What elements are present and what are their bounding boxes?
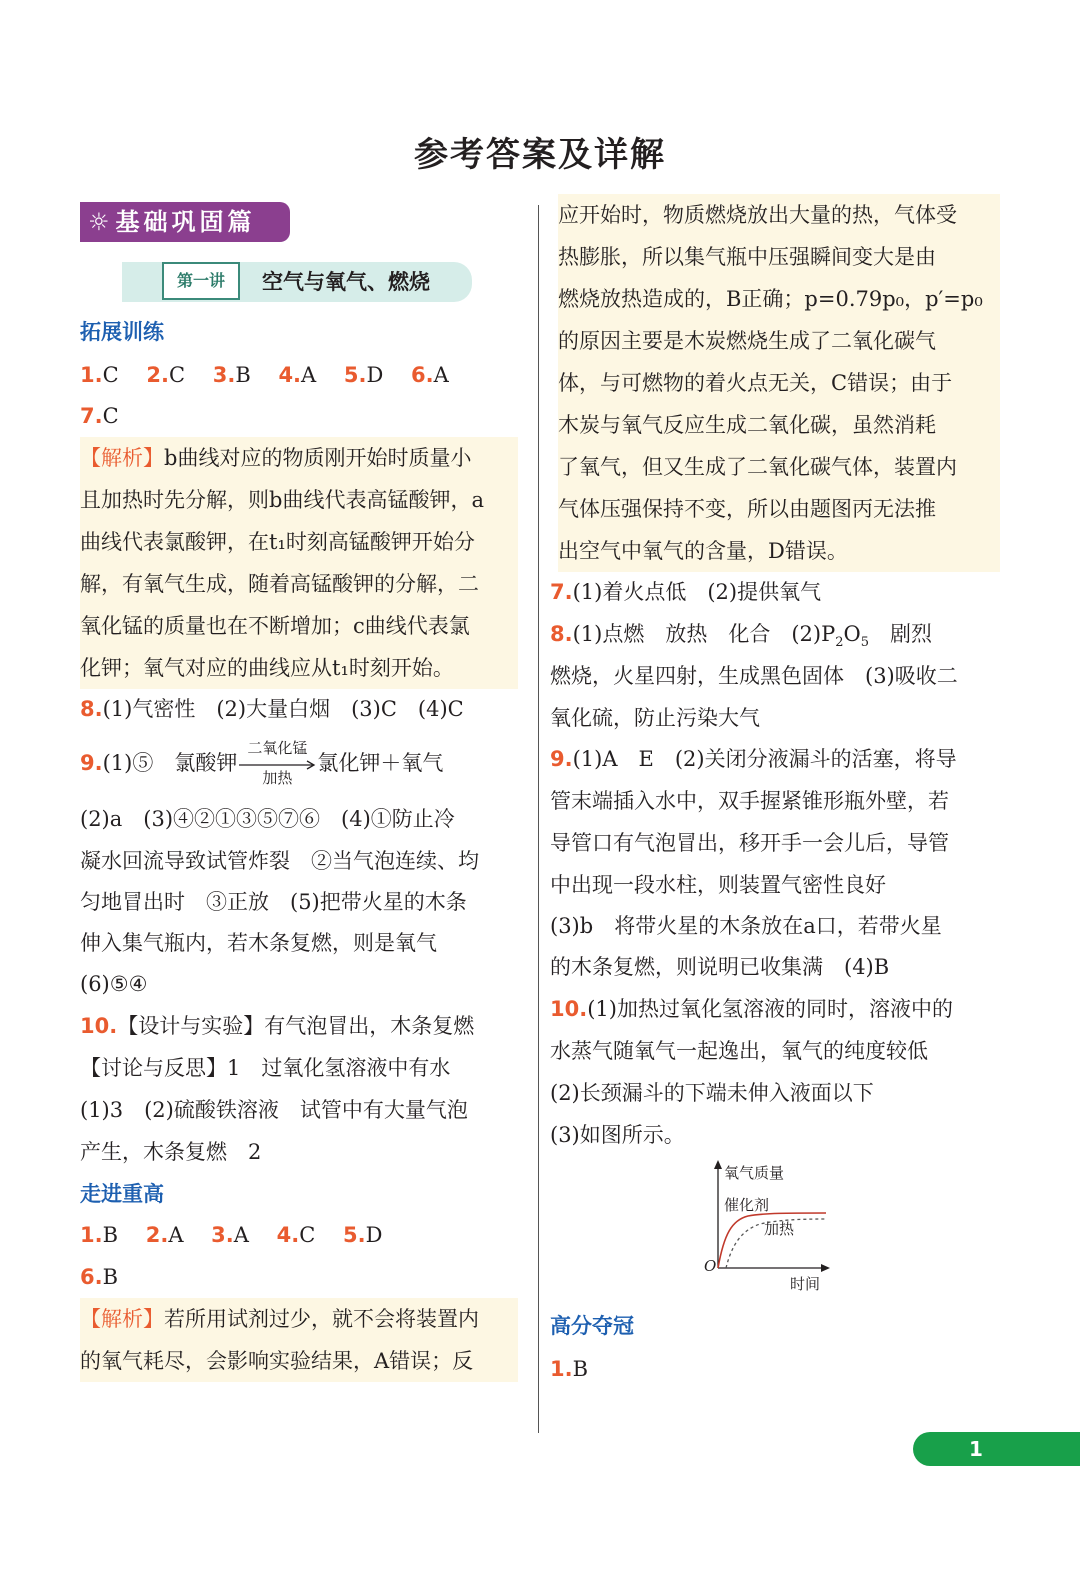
answer-line xyxy=(80,395,518,437)
answer-line: (2)a (3)④②①③⑤⑦⑥ (4)①防止冷 xyxy=(80,807,455,831)
question-number: 1. xyxy=(550,1357,573,1381)
answer-value: C xyxy=(102,363,119,387)
question-number: 9. xyxy=(80,751,103,775)
answer-line: (3)b 将带火星的木条放在a口，若带火星 xyxy=(550,914,942,938)
answer-line xyxy=(80,740,518,792)
lecture-title: 空气与氧气、燃烧 xyxy=(262,270,430,294)
question-number: 6. xyxy=(80,1265,103,1289)
analysis-line: 热膨胀，所以集气瓶中压强瞬间变大是由 xyxy=(558,236,1000,278)
answer-value: D xyxy=(366,363,384,387)
answer-line xyxy=(550,1348,1000,1390)
answer-value: A xyxy=(433,363,449,387)
x-axis-arrow-icon xyxy=(821,1264,830,1272)
answer-line xyxy=(550,571,1000,613)
sun-icon: ☼ xyxy=(88,208,110,236)
reaction-condition xyxy=(237,740,317,787)
answer-line: 中出现一段水柱，则装置气密性良好 xyxy=(550,873,886,897)
answer-text: 剧烈 xyxy=(869,622,932,646)
analysis-line: 化钾；氧气对应的曲线应从t₁时刻开始。 xyxy=(80,647,518,689)
answer-value: B xyxy=(235,363,251,387)
answer-value: A xyxy=(168,1223,184,1247)
answer-line: (2)长颈漏斗的下端未伸入液面以下 xyxy=(550,1081,874,1105)
question-number: 6. xyxy=(411,363,434,387)
answer-value: B xyxy=(102,1265,119,1289)
question-number: 5. xyxy=(343,363,367,387)
answer-value: D xyxy=(365,1223,383,1247)
analysis-line: 气体压强保持不变，所以由题图丙无法推 xyxy=(558,488,1000,530)
column-divider xyxy=(538,205,539,1433)
answer-text: (1)⑤ 氯酸钾 xyxy=(102,751,238,775)
analysis-line: 燃烧放热造成的，B正确；p=0.79p₀，p′=p₀ xyxy=(558,278,1000,320)
answer-text: (1)A E (2)关闭分液漏斗的活塞，将导 xyxy=(572,747,957,771)
question-number: 8. xyxy=(80,697,103,721)
analysis-text: b曲线对应的物质刚开始时质量小 xyxy=(164,446,472,470)
analysis-line: 了氧气，但又生成了二氧化碳气体，装置内 xyxy=(558,446,1000,488)
answer-text: (1)点燃 放热 化合 (2)P xyxy=(572,622,836,646)
catalyst-label: 二氧化锰 xyxy=(247,740,308,757)
graph-x-label: 时间 xyxy=(790,1275,821,1293)
question-number: 5. xyxy=(342,1223,366,1247)
analysis-line xyxy=(80,437,518,479)
answer-text: (1)加热过氧化氢溶液的同时，溶液中的 xyxy=(587,997,953,1021)
analysis-line: 的原因主要是木炭燃烧生成了二氧化碳气 xyxy=(558,320,1000,362)
analysis-line: 的氧气耗尽，会影响实验结果，A错误；反 xyxy=(80,1340,518,1382)
answer-line: 匀地冒出时 ③正放 (5)把带火星的木条 xyxy=(80,890,467,914)
section-banner-label: 基础巩固篇 xyxy=(115,208,256,236)
question-number: 4. xyxy=(276,1223,300,1247)
graph-curve1-label: 催化剂 xyxy=(724,1196,770,1214)
question-number: 2. xyxy=(145,1223,169,1247)
analysis-tag: 【解析】 xyxy=(80,446,164,470)
subheading-top-score: 高分夺冠 xyxy=(550,1314,634,1338)
question-number: 7. xyxy=(80,404,103,428)
answer-line: 【讨论与反思】1 过氧化氢溶液中有水 xyxy=(80,1056,451,1080)
question-number: 10. xyxy=(550,997,588,1021)
page-number: 1 xyxy=(969,1437,983,1461)
answer-line xyxy=(80,354,518,396)
page-number-tab xyxy=(913,1432,1080,1466)
question-number: 3. xyxy=(211,1223,234,1247)
answer-line: 水蒸气随氧气一起逸出，氧气的纯度较低 xyxy=(550,1039,928,1063)
subscript: 2 xyxy=(835,635,844,651)
answer-line: 氧化硫，防止污染大气 xyxy=(550,706,760,730)
answer-value: A xyxy=(233,1223,249,1247)
answer-line: 产生，木条复燃 2 xyxy=(80,1140,262,1164)
lecture-header xyxy=(122,262,472,302)
question-number: 8. xyxy=(550,622,573,646)
answer-line: 燃烧，火星四射，生成黑色固体 (3)吸收二 xyxy=(550,664,958,688)
analysis-line: 解，有氧气生成，随着高锰酸钾的分解，二 xyxy=(80,563,518,605)
analysis-tag: 【解析】 xyxy=(80,1307,164,1331)
oxygen-mass-graph xyxy=(698,1158,834,1294)
answer-line: (3)如图所示。 xyxy=(550,1123,685,1147)
analysis-line: 体，与可燃物的着火点无关，C错误；由于 xyxy=(558,362,1000,404)
analysis-text: 若所用试剂过少，就不会将装置内 xyxy=(164,1307,479,1331)
answer-line: 凝水回流导致试管炸裂 ②当气泡连续、均 xyxy=(80,849,479,873)
answer-value: B xyxy=(572,1357,589,1381)
answer-line xyxy=(80,688,518,730)
answer-text: (1)着火点低 (2)提供氧气 xyxy=(572,580,822,604)
subscript: 5 xyxy=(860,635,869,651)
answer-value: C xyxy=(102,404,119,428)
analysis-line: 曲线代表氯酸钾，在t₁时刻高锰酸钾开始分 xyxy=(80,521,518,563)
answer-line xyxy=(550,613,1000,655)
section-banner xyxy=(80,202,290,242)
lecture-tag: 第一讲 xyxy=(162,262,240,300)
analysis-line: 且加热时先分解，则b曲线代表高锰酸钾，a xyxy=(80,479,518,521)
analysis-line: 应开始时，物质燃烧放出大量的热，气体受 xyxy=(558,194,1000,236)
answer-line: 的木条复燃，则说明已收集满 (4)B xyxy=(550,955,890,979)
analysis-line xyxy=(80,1298,518,1340)
answer-value: C xyxy=(299,1223,316,1247)
heat-condition-label: 加热 xyxy=(262,769,293,787)
analysis-line: 出空气中氧气的含量，D错误。 xyxy=(558,530,1000,572)
answer-text: (1)气密性 (2)大量白烟 (3)C (4)C xyxy=(102,697,464,721)
question-number: 7. xyxy=(550,580,573,604)
question-number: 4. xyxy=(278,363,302,387)
y-axis-arrow-icon xyxy=(714,1160,722,1169)
analysis-line: 氧化锰的质量也在不断增加；c曲线代表氯 xyxy=(80,605,518,647)
question-number: 1. xyxy=(80,363,103,387)
answer-text: 【设计与实验】有气泡冒出，木条复燃 xyxy=(117,1014,475,1038)
answer-line xyxy=(550,988,1000,1030)
answer-value: B xyxy=(102,1223,119,1247)
graph-curve2-label: 加热 xyxy=(764,1220,795,1238)
answer-line xyxy=(80,1005,518,1047)
answer-line: 伸入集气瓶内，若木条复燃，则是氧气 xyxy=(80,931,437,955)
graph-origin-label: O xyxy=(704,1257,717,1275)
question-number: 1. xyxy=(80,1223,103,1247)
answer-line: 导管口有气泡冒出，移开手一会儿后，导管 xyxy=(550,831,949,855)
answer-line: 管末端插入水中，双手握紧锥形瓶外壁，若 xyxy=(550,789,949,813)
answer-value: A xyxy=(301,363,317,387)
answer-text: O xyxy=(843,622,861,646)
question-number: 3. xyxy=(212,363,236,387)
answer-value: C xyxy=(168,363,186,387)
answer-line xyxy=(80,1214,518,1256)
answer-line: (1)3 (2)硫酸铁溶液 试管中有大量气泡 xyxy=(80,1098,468,1122)
subheading-extension-training: 拓展训练 xyxy=(80,320,164,344)
answer-line xyxy=(80,1256,518,1298)
analysis-line: 木炭与氧气反应生成二氧化碳，虽然消耗 xyxy=(558,404,1000,446)
question-number: 9. xyxy=(550,747,573,771)
answer-text: 氯化钾＋氧气 xyxy=(317,751,444,775)
subheading-key-high-school: 走进重高 xyxy=(80,1182,164,1206)
graph-y-label: 氧气质量 xyxy=(724,1164,785,1182)
question-number: 2. xyxy=(146,363,169,387)
answer-line: (6)⑤④ xyxy=(80,972,148,996)
page-title: 参考答案及详解 xyxy=(414,135,666,175)
answer-line xyxy=(550,738,1000,780)
question-number: 10. xyxy=(80,1014,118,1038)
